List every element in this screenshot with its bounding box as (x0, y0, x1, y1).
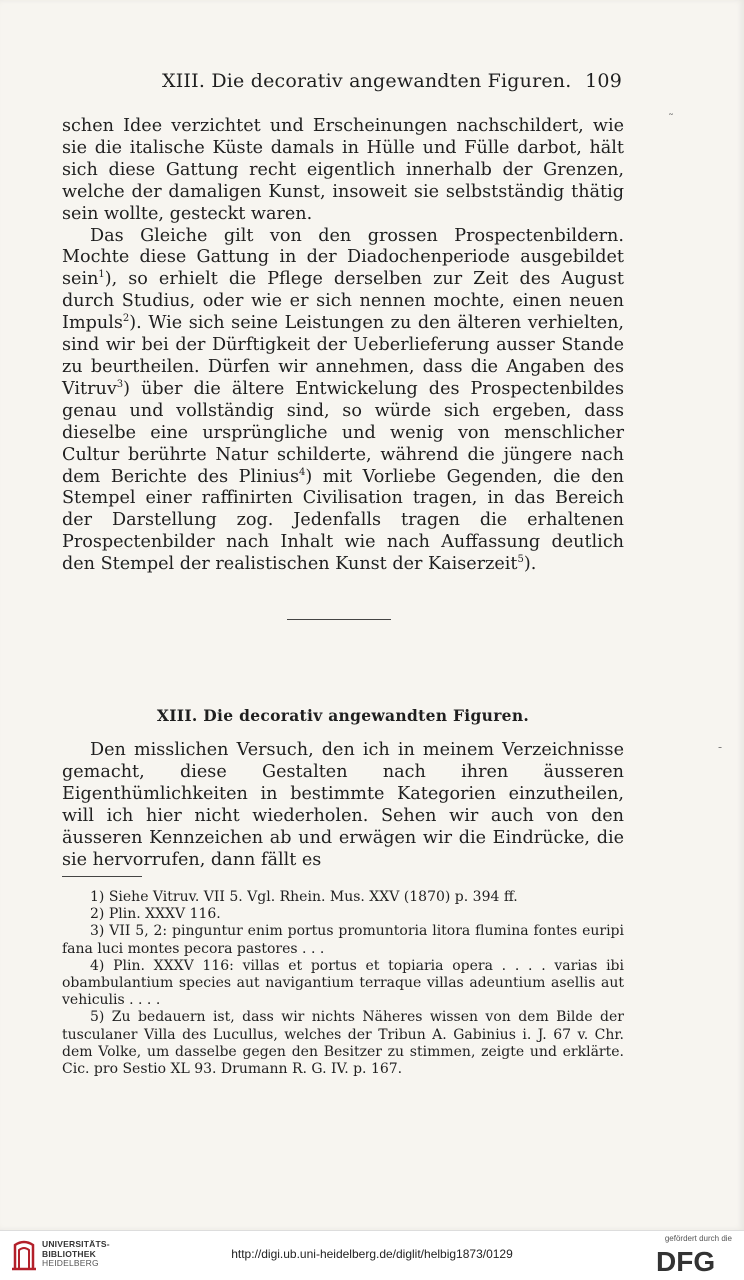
library-name: UNIVERSITÄTS- BIBLIOTHEK HEIDELBERG (42, 1239, 110, 1268)
page-number: 109 (585, 70, 622, 92)
footnote: 2) Plin. XXXV 116. (90, 906, 221, 923)
digital-library-footer (0, 1230, 744, 1280)
footnote-ref: 4 (299, 466, 306, 478)
margin-mark: - (718, 740, 723, 754)
section-heading: XIII. Die decorativ angewandten Figuren. (156, 706, 530, 725)
footnote: 4) Plin. XXXV 116: villas et portus et topiaria opera . . . . varias ibi obambulantium species aut navigantium terraque villas adeuntium asellis aut vehiculis . . . . (62, 957, 624, 1009)
paragraph: schen Idee verzichtet und Erscheinungen nachschildert, wie sie die italische Küste damals in Hülle und Fülle darbot, hält sich diese Gattung recht eigentlich innerhalb der Grenzen, welche der damaligen Kunst, insoweit sie selbstständig thätig sein wollte, gesteckt waren. (62, 116, 624, 224)
body-text (62, 116, 624, 576)
page-url-link[interactable]: http://digi.ub.uni-heidelberg.de/diglit/helbig1873/0129 (231, 1247, 513, 1261)
footnote-ref: 1 (98, 269, 105, 281)
footnote-ref: 2 (122, 313, 130, 325)
section-separator (287, 619, 391, 620)
footnote: 1) Siehe Vitruv. VII 5. Vgl. Rhein. Mus. XXV (1870) p. 394 ff. (90, 889, 518, 905)
svg-text:DFG: DFG (656, 1246, 716, 1275)
funding-label: gefördert durch die (664, 1234, 732, 1243)
footnote-ref: 5 (517, 554, 524, 566)
footnote: 3) VII 5, 2: pinguntur enim portus promuntoria litora flumina fontes euripi fana luci montes pecora pastores . . . (62, 923, 624, 957)
footnote: 5) Zu bedauern ist, dass wir nichts Näheres wissen von dem Bilde der tusculaner Villa des Lucullus, welches der Tribun A. Gabinius i. J. 67 v. Chr. dem Volke, um dasselbe gegen den Besitzer zu stimmen, zeigte und erklärte. Cic. pro Sestio XL 93. Drumann R. G. IV. p. 167. (62, 1009, 624, 1078)
margin-mark: ˜ (668, 112, 674, 126)
running-title: XIII. Die decorativ angewandten Figuren. (162, 70, 572, 92)
footnote-rule (62, 876, 142, 877)
footnote-ref: 3 (116, 379, 124, 391)
paragraph: Den misslichen Versuch, den ich in meinem Verzeichnisse gemacht, diese Gestalten nach ihren äusseren Eigenthümlichkeiten in bestimmte Kategorien einzutheilen, will ich hier nicht wiederholen. Sehen wir auch von den äusseren Kennzeichen ab und erwägen wir die Eindrücke, die sie hervorrufen, dann fällt es (62, 740, 624, 870)
footnotes (62, 889, 624, 1078)
dfg-logo-icon (656, 1245, 730, 1275)
section-body (62, 740, 624, 871)
paragraph: Das Gleiche gilt von den grossen Prospectenbildern. Mochte diese Gattung in der Diadochenperiode ausgebildet sein$^1$), so erhielt die Pflege derselben zur Zeit des August durch Studius, oder wie er sich nennen mochte, einen neuen Impuls$^2$). Wie sich seine Leistungen zu den älteren verhielten, sind wir bei der Dürftigkeit der Ueberlieferung ausser Stande zu beurtheilen. Dürfen wir annehmen, dass die Angaben des Vitruv$^3$) über die ältere Entwickelung des Prospectenbildes genau und vollständig sind, so würde sich ergeben, dass dieselbe eine ursprüngliche und wenig von menschlicher Cultur berührte Natur schilderte, während die jüngere nach dem Berichte des Plinius$^4$) mit Vorliebe Gegenden, die den Stempel einer raffinirten Civilisation tragen, in das Bereich der Darstellung zog. Jedenfalls tragen die erhaltenen Prospectenbilder nach Inhalt wie nach Auffassung deutlich den Stempel der realistischen Kunst der Kaiserzeit$^5$). (62, 225, 624, 575)
